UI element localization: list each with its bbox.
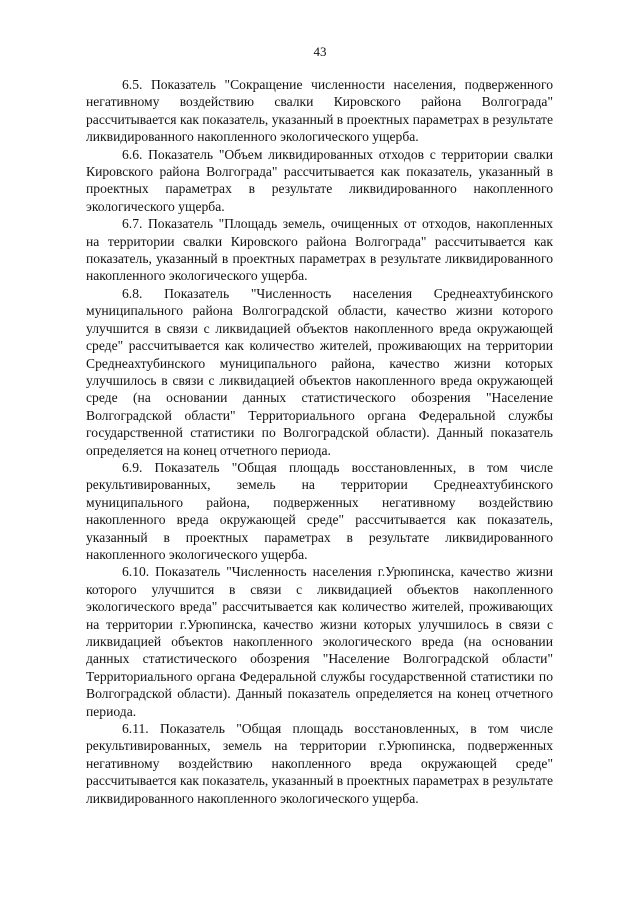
paragraph-6-9: 6.9. Показатель "Общая площадь восстановленных, в том числе рекультивированных, земель на территории Среднеахтубинского муниципального района, подверженных негативному воздействию накопленного вреда окружающей среде" рассчитывается как показатель, указанный в проектных параметрах в результате ликвидированного накопленного экологического ущерба.: [86, 459, 553, 562]
paragraph-6-7: 6.7. Показатель "Площадь земель, очищенных от отходов, накопленных на территории свалки Кировского района Волгограда" рассчитывается как показатель, указанный в проектных параметрах в результате ликвидированного накопленного экологического ущерба.: [86, 216, 553, 284]
paragraph-6-11: 6.11. Показатель "Общая площадь восстановленных, в том числе рекультивированных, земель на территории г.Урюпинска, подверженных негативному воздействию накопленного вреда окружающей среде" рассчитывается как показатель, указанный в проектных параметрах в результате ликвидированного накопленного экологического ущерба.: [86, 721, 553, 806]
paragraph-6-8: 6.8. Показатель "Численность населения Среднеахтубинского муниципального района Волгоградской области, качество жизни которого улучшится в связи с ликвидацией объектов накопленного вреда окружающей среде" рассчитывается как количество жителей, проживающих на территории Среднеахтубинского муниципального района, качество жизни которых улучшилось в связи с ликвидацией объектов накопленного вреда окружающей среде (на основании данных статистического обозрения "Население Волгоградской области" Территориального органа Федеральной службы государственной статистики по Волгоградской области). Данный показатель определяется на конец отчетного периода.: [86, 285, 553, 458]
paragraph-6-5: 6.5. Показатель "Сокращение численности населения, подверженного негативному воздействию свалки Кировского района Волгограда" рассчитывается как показатель, указанный в проектных параметрах в результате ликвидированного накопленного экологического ущерба.: [86, 77, 553, 145]
page-number: 43: [313, 44, 327, 59]
document-body: [86, 76, 553, 807]
paragraph-6-10: 6.10. Показатель "Численность населения г.Урюпинска, качество жизни которого улучшится в связи с ликвидацией объектов накопленного экологического вреда" рассчитывается как количество жителей, проживающих на территории г.Урюпинска, качество жизни которых улучшилось в связи с ликвидацией объектов накопленного экологического вреда (на основании данных статистического обозрения "Население Волгоградской области" Территориального органа Федеральной службы государственной статистики по Волгоградской области). Данный показатель определяется на конец отчетного периода.: [86, 564, 553, 719]
paragraph-6-6: 6.6. Показатель "Объем ликвидированных отходов с территории свалки Кировского района Волгограда" рассчитывается как показатель, указанный в проектных параметрах в результате ликвидированного накопленного экологического ущерба.: [86, 146, 553, 214]
